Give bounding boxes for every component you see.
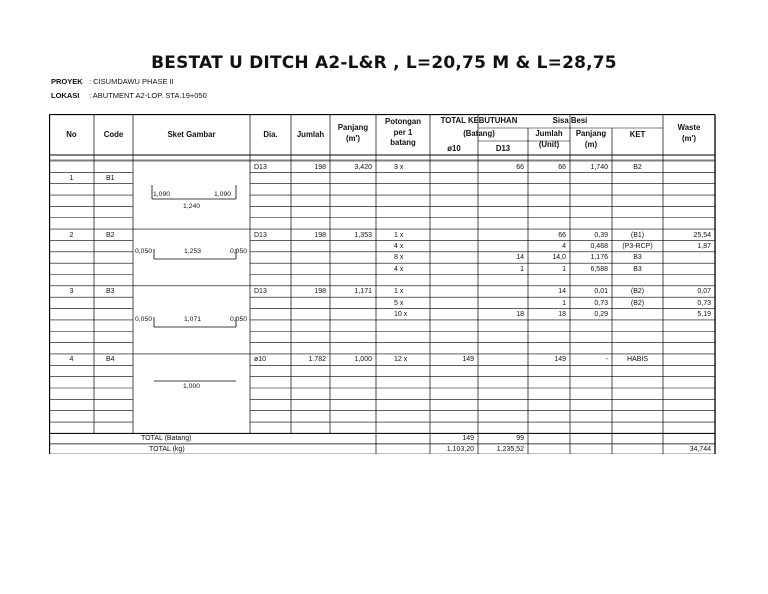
cell-pot: 5 x <box>394 299 404 307</box>
b3-right-dim: 0,050 <box>230 316 248 323</box>
header-jumlah: Jumlah <box>296 130 325 139</box>
total-kg-label: TOTAL (kg) <box>149 445 185 453</box>
cell-panjang: 1,171 <box>354 288 372 296</box>
cell-sp: 1,740 <box>590 163 608 171</box>
header-potongan: Potongan per 1 batang <box>385 117 421 148</box>
cell-sj: 66 <box>558 231 566 239</box>
cell-waste: 25,54 <box>693 231 711 239</box>
cell-ket: B3 <box>633 254 642 262</box>
b1-right-dim: 1,090 <box>214 191 232 198</box>
b3-mid-dim: 1,071 <box>184 316 202 323</box>
cell-ket: (B2) <box>630 288 645 296</box>
cell-pot: 12 x <box>394 356 408 364</box>
header-sketch: Sket Gambar <box>167 130 216 139</box>
cell-no: 2 <box>69 231 74 239</box>
header-ket: KET <box>629 130 646 139</box>
cell-code: B1 <box>106 174 115 182</box>
cell-sp: 1,176 <box>590 254 608 262</box>
cell-pot: 4 x <box>394 265 404 273</box>
cell-pot: 1 x <box>394 288 404 296</box>
cell-sp: 6,588 <box>590 265 608 273</box>
cell-no: 1 <box>69 174 74 182</box>
b4-mid-dim: 1,000 <box>183 383 201 390</box>
cell-waste: 1,87 <box>697 242 711 250</box>
header-sisa-besi: Sisa Besi <box>552 116 588 125</box>
b1-left-dim: 1,090 <box>153 191 171 198</box>
cell-code: B3 <box>106 288 115 296</box>
cell-panjang: 1,353 <box>354 231 372 239</box>
cell-waste: 0,73 <box>697 299 711 307</box>
total-batang-o10: 149 <box>462 435 474 443</box>
cell-dia: ø10 <box>254 356 267 364</box>
cell-jumlah: 198 <box>314 163 326 171</box>
cell-sj: 66 <box>558 163 566 171</box>
cell-pot: 3 x <box>394 163 404 171</box>
cell-pot: 4 x <box>394 242 404 250</box>
cell-pot: 8 x <box>394 254 404 262</box>
b2-mid-dim: 1,253 <box>184 248 202 255</box>
cell-pot: 10 x <box>394 311 408 319</box>
cell-ket: (B1) <box>630 231 645 239</box>
cell-d13: 1 <box>520 265 524 273</box>
cell-panjang: 1,000 <box>354 356 372 364</box>
total-batang-label: TOTAL (Batang) <box>141 435 192 443</box>
cell-sj: 149 <box>554 356 566 364</box>
cell-d13: 14 <box>516 254 524 262</box>
cell-sp: 0,39 <box>594 231 608 239</box>
total-kg-o10: 1.103,20 <box>446 445 474 453</box>
cell-sp: 0,29 <box>594 311 608 319</box>
cell-code: B4 <box>106 356 115 364</box>
cell-no: 4 <box>69 356 74 364</box>
header-panjang: Panjang (m') <box>337 123 369 143</box>
cell-no: 3 <box>69 288 74 296</box>
total-batang-d13: 99 <box>516 435 524 443</box>
header-batang: (Batang) <box>463 129 495 138</box>
b2-left-dim: 0,050 <box>135 248 153 255</box>
cell-dia: D13 <box>254 231 267 239</box>
page-title: BESTAT U DITCH A2-L&R , L=20,75 M & L=28,75 <box>151 53 617 73</box>
total-kg-d13: 1.235,52 <box>496 445 524 453</box>
header-no: No <box>66 130 77 139</box>
header-sisa-jumlah: Jumlah (Unit) <box>535 129 563 149</box>
cell-dia: D13 <box>254 163 267 171</box>
b1-bottom-dim: 1,240 <box>183 203 201 210</box>
cell-sj: 1 <box>562 265 566 273</box>
location-line <box>51 91 207 100</box>
cell-sj: 1 <box>562 299 566 307</box>
b2-right-dim: 0,050 <box>230 248 248 255</box>
header-o10: ø10 <box>447 144 461 153</box>
cell-code: B2 <box>106 231 115 239</box>
cell-o10: 149 <box>462 356 474 364</box>
header-code: Code <box>103 130 124 139</box>
cell-d13: 66 <box>516 163 524 171</box>
cell-sp: 0,468 <box>590 242 608 250</box>
location-label: LOKASI <box>51 91 80 100</box>
cell-sp: 0,01 <box>594 288 608 296</box>
cell-dia: D13 <box>254 288 267 296</box>
cell-ket: (B2) <box>630 299 645 307</box>
cell-waste: 5,19 <box>697 311 711 319</box>
cell-panjang: 3,420 <box>354 163 372 171</box>
location-value: : ABUTMENT A2-LOP. STA.19+050 <box>89 91 207 100</box>
header-dia: Dia. <box>263 130 278 139</box>
cell-sj: 14,0 <box>552 254 566 262</box>
project-label: PROYEK <box>51 77 83 86</box>
cell-sp: - <box>605 356 608 364</box>
header-total-kebutuhan: TOTAL KEBUTUHAN <box>440 116 518 125</box>
cell-jumlah: 1.782 <box>308 356 326 364</box>
cell-sj: 4 <box>562 242 566 250</box>
cell-waste: 0,07 <box>697 288 711 296</box>
cell-ket: B2 <box>633 163 642 171</box>
header-sisa-panjang: Panjang (m) <box>575 129 607 149</box>
cell-pot: 1 x <box>394 231 404 239</box>
cell-sp: 0,73 <box>594 299 608 307</box>
cell-ket: HABIS <box>626 356 648 364</box>
cell-d13: 18 <box>516 311 524 319</box>
cell-jumlah: 198 <box>314 288 326 296</box>
b3-left-dim: 0,050 <box>135 316 153 323</box>
cell-ket: (P3-RCP) <box>622 242 653 250</box>
header-waste: Waste (m') <box>677 123 701 143</box>
cell-ket: B3 <box>633 265 642 273</box>
cell-sj: 18 <box>558 311 566 319</box>
cell-jumlah: 198 <box>314 231 326 239</box>
total-kg-waste: 34,744 <box>689 445 711 453</box>
project-value: : CISUMDAWU PHASE II <box>89 77 174 86</box>
header-d13: D13 <box>495 144 511 153</box>
cell-sj: 14 <box>558 288 566 296</box>
project-line <box>51 77 174 86</box>
